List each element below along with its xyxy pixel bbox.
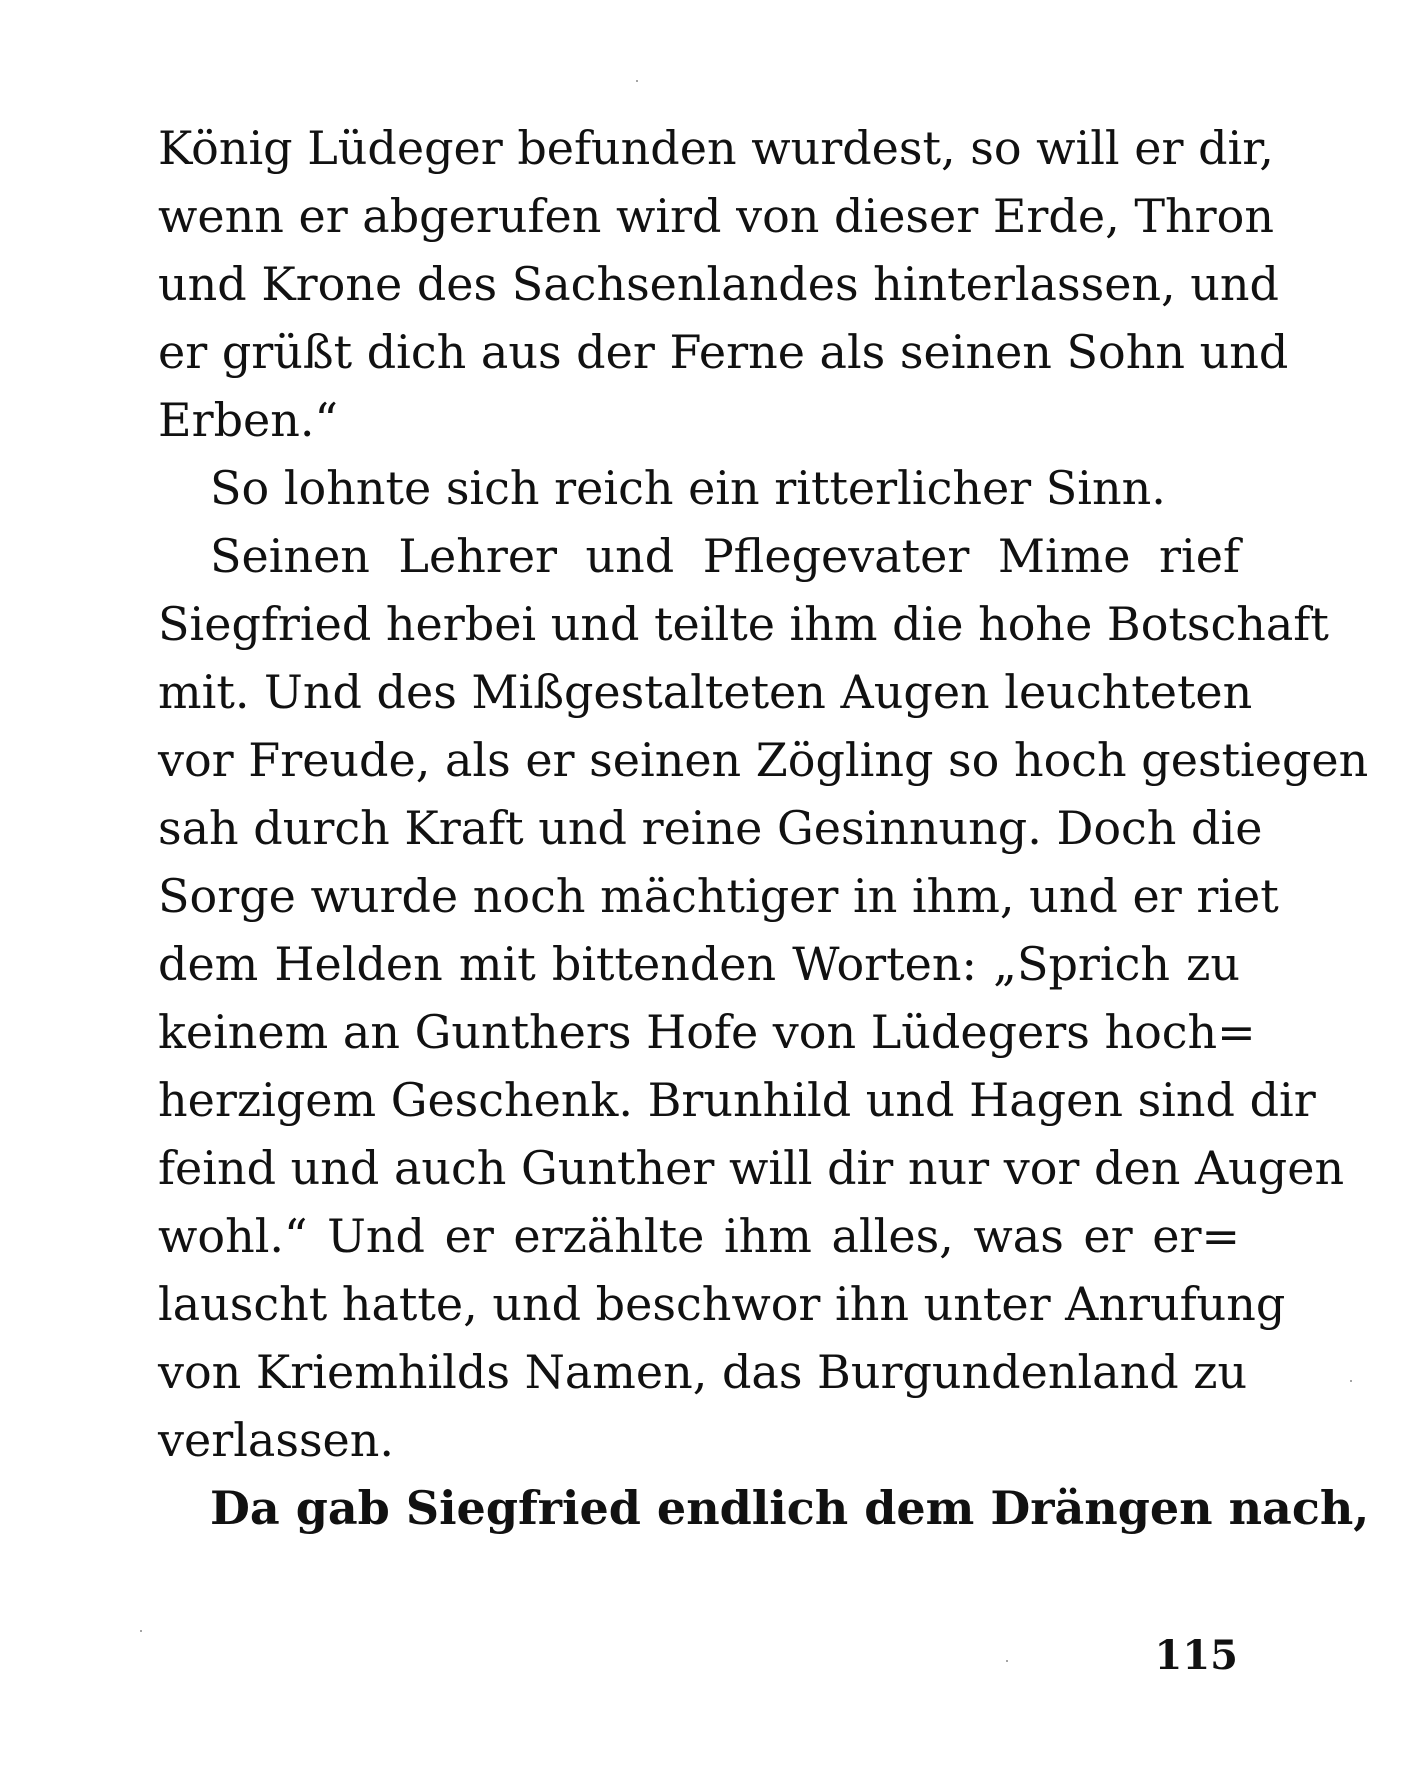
text-line: Da gab Siegfried endlich dem Drängen nach,	[210, 1481, 1370, 1535]
text-line: wohl.“ Und er erzählte ihm alles, was er er=	[158, 1209, 1240, 1263]
text-line: von Kriemhilds Namen, das Burgundenland zu	[158, 1345, 1248, 1399]
text-line: er grüßt dich aus der Ferne als seinen Sohn und	[158, 325, 1289, 379]
text-line: wenn er abgerufen wird von dieser Erde, Thron	[158, 189, 1274, 243]
text-line: Siegfried herbei und teilte ihm die hohe Botschaft	[158, 597, 1329, 651]
paper-speck	[140, 1630, 142, 1632]
text-line: dem Helden mit bittenden Worten: „Sprich zu	[158, 937, 1240, 991]
text-line: und Krone des Sachsenlandes hinterlassen, und	[158, 257, 1279, 311]
paper-speck	[1350, 1380, 1352, 1382]
text-line: Erben.“	[158, 393, 339, 447]
text-line: mit. Und des Mißgestalteten Augen leuchteten	[158, 665, 1253, 719]
text-line: Sorge wurde noch mächtiger in ihm, und er riet	[158, 869, 1279, 923]
text-line: König Lüdeger befunden wurdest, so will er dir,	[158, 121, 1274, 175]
paper-speck	[1006, 1660, 1008, 1662]
text-line: herzigem Geschenk. Brunhild und Hagen sind dir	[158, 1073, 1316, 1127]
text-line: So lohnte sich reich ein ritterlicher Sinn.	[210, 461, 1166, 515]
text-line: verlassen.	[158, 1413, 395, 1467]
text-line: vor Freude, als er seinen Zögling so hoch gestiegen	[158, 733, 1369, 787]
text-line: lauscht hatte, und beschwor ihn unter Anrufung	[158, 1277, 1286, 1331]
text-line: Seinen Lehrer und Pflegevater Mime rief	[210, 529, 1240, 583]
text-line: feind und auch Gunther will dir nur vor den Augen	[158, 1141, 1345, 1195]
text-line: sah durch Kraft und reine Gesinnung. Doch die	[158, 801, 1263, 855]
page-number: 115	[1154, 1632, 1238, 1679]
paper-speck	[636, 80, 638, 82]
text-line: keinem an Gunthers Hofe von Lüdegers hoch=	[158, 1005, 1256, 1059]
